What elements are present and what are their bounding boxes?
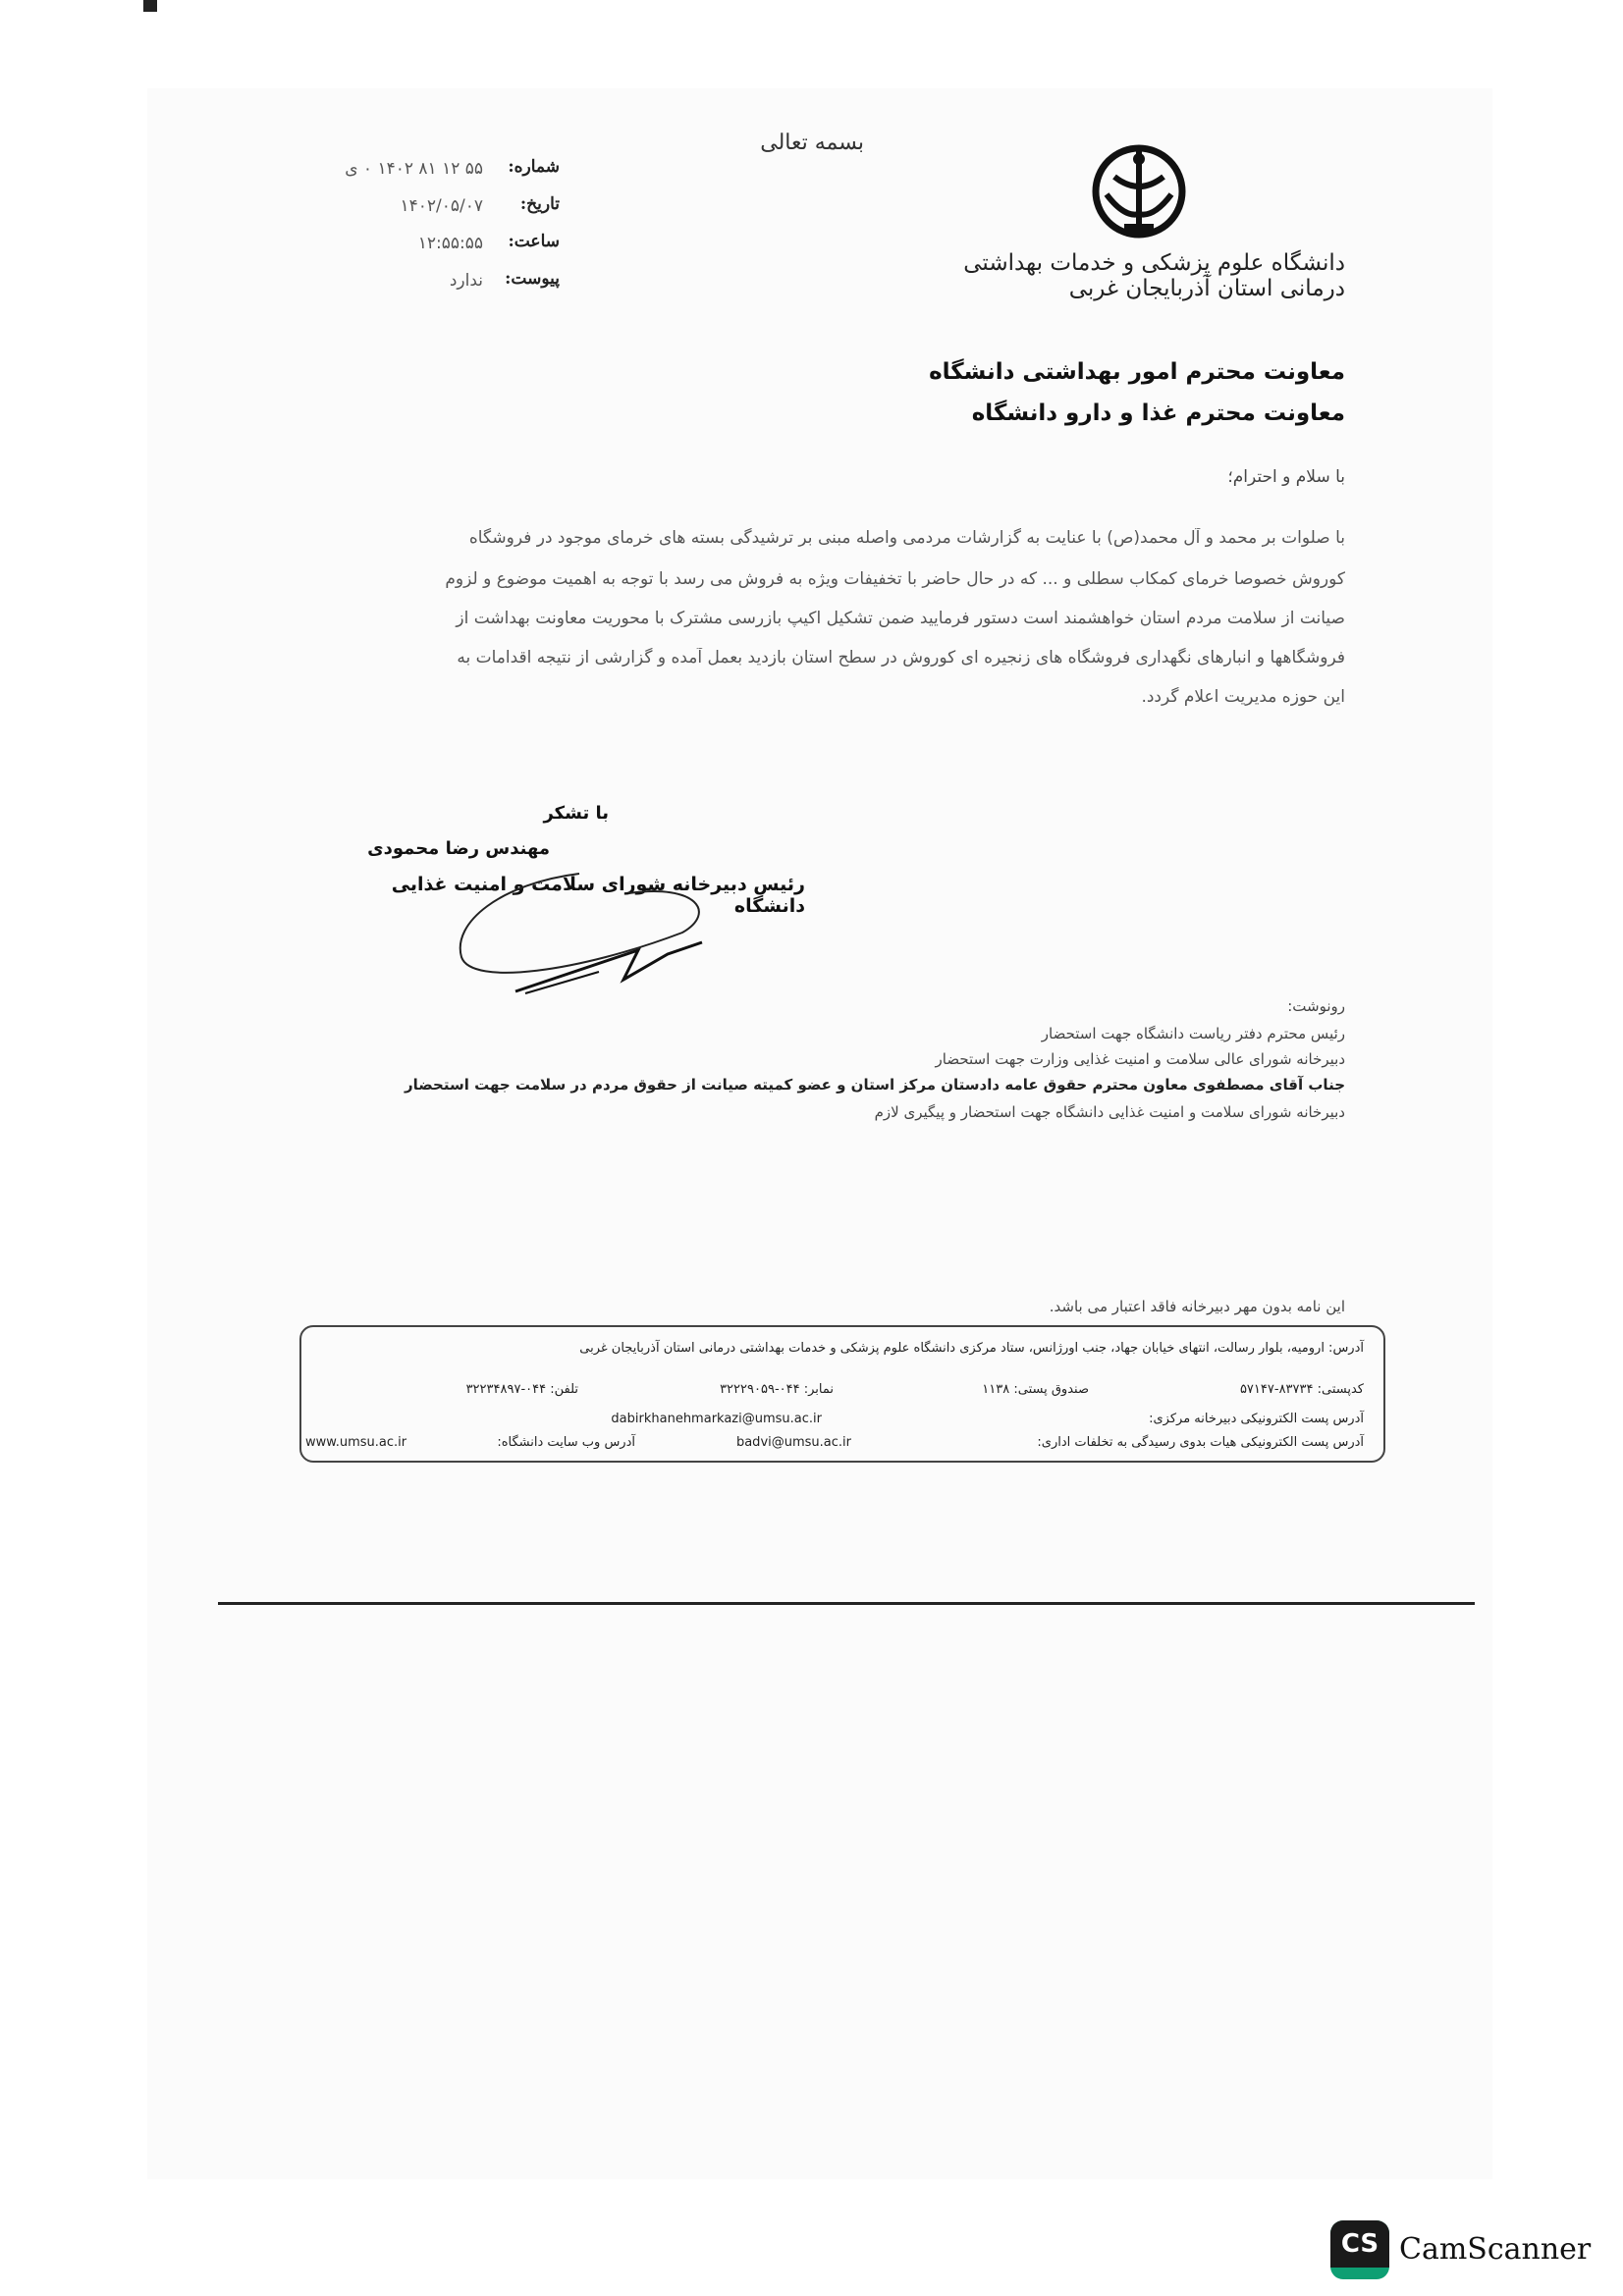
letter-attachment-value: ندارد bbox=[449, 271, 483, 291]
cc-title: رونوشت: bbox=[1287, 997, 1345, 1015]
footer-website-label: آدرس وب سایت دانشگاه: bbox=[497, 1435, 635, 1450]
letter-date-row bbox=[334, 194, 560, 224]
footer-postal-code: کدپستی: ۸۳۷۳۴-۵۷۱۴۷ bbox=[1239, 1382, 1364, 1397]
basmala: بسمه تعالی bbox=[760, 131, 864, 155]
footer-website[interactable]: www.umsu.ac.ir bbox=[305, 1435, 407, 1450]
letter-date-label: تاریخ: bbox=[519, 194, 560, 214]
camscanner-name: CamScanner bbox=[1399, 2232, 1592, 2267]
cc-line: دبیرخانه شورای سلامت و امنیت غذایی دانشگاه جهت استحضار و پیگیری لازم bbox=[874, 1103, 1345, 1121]
addressee-food-drug-deputy: معاونت محترم غذا و دارو دانشگاه bbox=[971, 400, 1345, 426]
letter-attachment-row bbox=[334, 269, 560, 298]
footer-address: آدرس: ارومیه، بلوار رسالت، انتهای خیابان جهاد، جنب اورژانس، ستاد مرکزی دانشگاه علوم پزشکی و خدمات بهداشتی درمانی استان آذربایجان غربی bbox=[579, 1341, 1364, 1356]
body-line: با صلوات بر محمد و آل محمد(ص) با عنایت به گزارشات مردمی واصله مبنی بر ترشیدگی بسته های خرمای موجود در فروشگاه bbox=[468, 528, 1345, 548]
greeting: با سلام و احترام؛ bbox=[1227, 467, 1345, 487]
addressee-health-deputy: معاونت محترم امور بهداشتی دانشگاه bbox=[929, 359, 1345, 385]
letter-number-row bbox=[334, 157, 560, 187]
body-line: کوروش خصوصا خرمای کمکاب سطلی و ... که در حال حاضر با تخفیفات ویژه به فروش می رسد با توجه به اهمیت موضوع و لزوم bbox=[445, 569, 1345, 589]
camscanner-logo-icon bbox=[1330, 2220, 1389, 2279]
signature-closing: با تشکر bbox=[543, 803, 609, 824]
page-divider bbox=[218, 1602, 1475, 1605]
footer-fax: نمابر: ۰۴۴-۳۲۲۲۹۰۵۹ bbox=[720, 1382, 834, 1397]
footer-box bbox=[299, 1325, 1385, 1463]
cc-line: جناب آقای مصطفوی معاون محترم حقوق عامه دادستان مرکز استان و عضو کمیته صیانت از حقوق مردم در سلامت جهت استحضار bbox=[404, 1076, 1345, 1094]
footer-email-central[interactable]: dabirkhanehmarkazi@umsu.ac.ir bbox=[611, 1412, 822, 1426]
footer-email-board-label: آدرس پست الکترونیکی هیات بدوی رسیدگی به تخلفات اداری: bbox=[1037, 1435, 1364, 1450]
handwritten-signature bbox=[432, 864, 727, 1011]
letter-time-row bbox=[334, 232, 560, 261]
validity-note: این نامه بدون مهر دبیرخانه فاقد اعتبار می باشد. bbox=[1049, 1298, 1345, 1315]
camscanner-badge-text: CS bbox=[1330, 2220, 1389, 2268]
letter-attachment-label: پیوست: bbox=[505, 269, 560, 289]
letter-date-value: ۱۴۰۲/۰۵/۰۷ bbox=[400, 196, 483, 216]
university-logo-icon bbox=[1085, 137, 1193, 245]
footer-email-board[interactable]: badvi@umsu.ac.ir bbox=[735, 1435, 851, 1450]
footer-po-box: صندوق پستی: ۱۱۳۸ bbox=[982, 1382, 1089, 1397]
signature-name: مهندس رضا محمودی bbox=[367, 838, 550, 859]
body-line: فروشگاهها و انبارهای نگهداری فروشگاه های زنجیره ای کوروش در سطح استان بازدید بعمل آمده و گزارشی از نتیجه اقدامات به bbox=[457, 648, 1345, 667]
letter-time-value: ۱۲:۵۵:۵۵ bbox=[417, 234, 483, 253]
signature-title: رئیس دبیرخانه شورای سلامت و امنیت غذایی دانشگاه bbox=[391, 874, 805, 917]
letter-number-value: ۵۵ ۱۲ ۸۱ ۱۴۰۲ ۰ ی bbox=[345, 159, 483, 179]
body-line: این حوزه مدیریت اعلام گردد. bbox=[1141, 687, 1345, 707]
cc-line: رئیس محترم دفتر ریاست دانشگاه جهت استحضار bbox=[1041, 1025, 1345, 1042]
cc-line: دبیرخانه شورای عالی سلامت و امنیت غذایی وزارت جهت استحضار bbox=[935, 1050, 1345, 1068]
scan-edge-mark bbox=[143, 0, 157, 12]
camscanner-watermark bbox=[1330, 2220, 1597, 2279]
footer-email-central-label: آدرس پست الکترونیکی دبیرخانه مرکزی: bbox=[1149, 1412, 1364, 1426]
footer-phone: تلفن: ۰۴۴-۳۲۲۳۴۸۹۷ bbox=[465, 1382, 578, 1397]
body-line: صیانت از سلامت مردم استان خواهشمند است دستور فرمایید ضمن تشکیل اکیپ بازرسی مشترک با محوریت معاونت بهداشت از bbox=[456, 609, 1345, 628]
letter-number-label: شماره: bbox=[508, 157, 560, 177]
letter-time-label: ساعت: bbox=[508, 232, 560, 251]
university-name: دانشگاه علوم پزشکی و خدمات بهداشتی درمانی استان آذربایجان غربی bbox=[963, 250, 1345, 301]
